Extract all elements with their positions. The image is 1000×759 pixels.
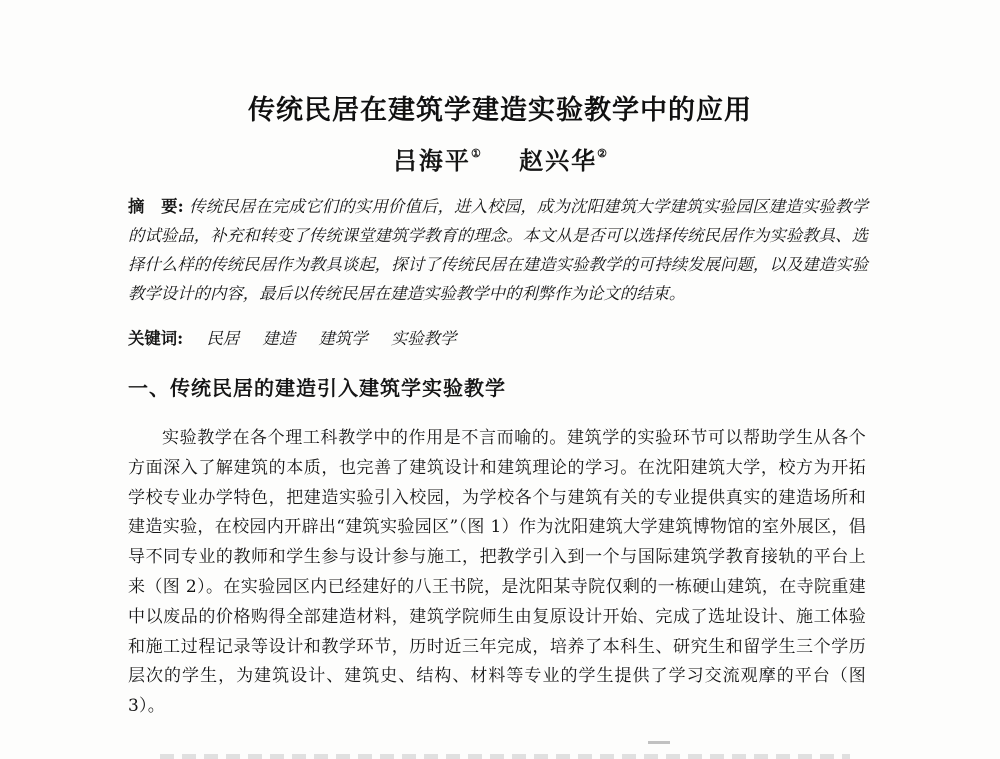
keywords-line xyxy=(128,325,456,349)
scan-artifact xyxy=(648,741,670,744)
keyword: 建造 xyxy=(262,329,296,348)
author-1 xyxy=(393,141,481,176)
author-1-mark: ① xyxy=(470,147,481,160)
cut-off-next-line xyxy=(160,754,850,759)
keyword: 民居 xyxy=(206,329,240,348)
abstract-block xyxy=(128,192,868,308)
abstract-text: 传统民居在完成它们的实用价值后，进入校园，成为沈阳建筑大学建筑实验园区建造实验教学的试验品，补充和转变了传统课堂建筑学教育的理念。本文从是否可以选择传统民居作为实验教具、选择什么样的传统民居作为教具谈起，探讨了传统民居在建造实验教学的可持续发展问题，以及建造实验教学设计的内容，最后以传统民居在建造实验教学中的利弊作为论文的结束。 xyxy=(128,197,869,303)
author-line xyxy=(0,141,1000,176)
keywords-label: 关键词: xyxy=(128,329,184,348)
paper-title: 传统民居在建筑学建造实验教学中的应用 xyxy=(248,95,752,126)
keyword: 建筑学 xyxy=(318,329,368,348)
abstract-label: 摘 要: xyxy=(128,197,184,216)
author-1-name: 吕海平 xyxy=(392,146,471,175)
body-paragraph: 实验教学在各个理工科教学中的作用是不言而喻的。建筑学的实验环节可以帮助学生从各个方面深入了解建筑的本质，也完善了建筑设计和建筑理论的学习。在沈阳建筑大学，校方为开拓学校专业办学特色，把建造实验引入校园，为学校各个与建筑有关的专业提供真实的建造场所和建造实验，在校园内开辟出“建筑实验园区”（图 1）作为沈阳建筑大学建筑博物馆的室外展区，倡导不同专业的教师和学生参与设计参与施工，把教学引入到一个与国际建筑学教育接轨的平台上来（图 2）。在实验园区内已经建好的八王书院，是沈阳某寺院仅剩的一栋硬山建筑，在寺院重建中以废品的价格购得全部建造材料，建筑学院师生由复原设计开始、完成了选址设计、施工体验和施工过程记录等设计和教学环节，历时近三年完成，培养了本科生、研究生和留学生三个学历层次的学生，为建筑设计、建筑史、结构、材料等专业的学生提供了学习交流观摩的平台（图 3）。 xyxy=(128,428,866,717)
author-2-name: 赵兴华 xyxy=(519,146,598,175)
author-2-mark: ② xyxy=(597,147,608,160)
section-heading: 一、传统民居的建造引入建筑学实验教学 xyxy=(128,376,506,400)
keyword: 实验教学 xyxy=(390,329,457,348)
author-2 xyxy=(519,141,607,176)
